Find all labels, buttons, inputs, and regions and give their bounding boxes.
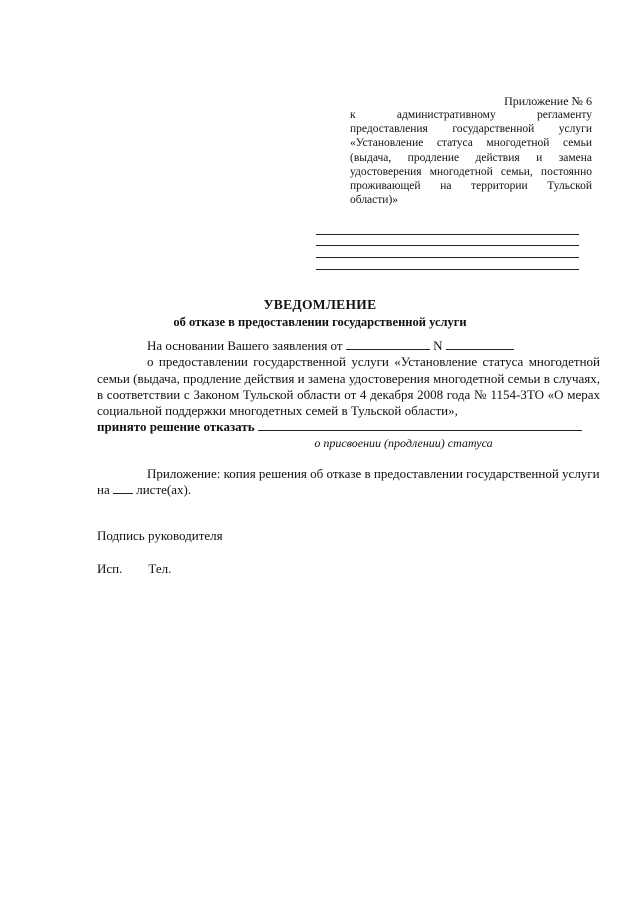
document-subtitle: об отказе в предоставлении государственной услуги — [173, 315, 467, 329]
paragraph-attachment-pages — [97, 482, 600, 498]
addressee-line — [316, 269, 579, 270]
basis-lead: На основании Вашего заявления от — [147, 338, 343, 353]
document-body — [97, 338, 600, 577]
addressee-line — [316, 245, 579, 246]
appendix-text: к административному регламенту предоставления государственной услуги «Установление статуса многодетной семьи (выдача, продление действия и замена удостоверения многодетной семьи, постоянно проживающей на территории Тульской области)» — [350, 109, 592, 207]
attachment-text: Приложение: копия решения об отказе в предоставлении государственной услуги — [147, 465, 600, 481]
paragraph-service: о предоставлении государственной услуги «Установление статуса многодетной семьи (выдача, продление действия и замена удостоверения многодетной семьи в случаях, в соответствии с Законом Тульской области от 4 декабря 2008 года № 1154-ЗТО «О мерах социальной поддержки многодетных семей в Тульской области», — [97, 354, 600, 419]
application-date-blank — [346, 349, 430, 350]
addressee-line — [316, 234, 579, 235]
attachment-suffix: листе(ах). — [136, 482, 192, 498]
addressee-line — [316, 257, 579, 258]
document-title: УВЕДОМЛЕНИЕ — [263, 297, 377, 312]
decision-blank — [258, 430, 582, 431]
paragraph-decision — [97, 419, 600, 435]
paragraph-basis — [97, 338, 600, 354]
phone-label: Тел. — [148, 560, 172, 576]
appendix-title: Приложение № 6 — [504, 94, 592, 108]
attachment-prefix: на — [97, 482, 110, 498]
signature-line: Подпись руководителя — [97, 528, 223, 544]
decision-label: принято решение отказать — [97, 419, 255, 435]
executor-line — [97, 561, 600, 577]
decision-hint: о присвоении (продлении) статуса — [314, 435, 493, 450]
paragraph-attachment — [97, 466, 600, 482]
pages-blank — [113, 493, 133, 494]
number-label: N — [433, 338, 443, 353]
application-number-blank — [446, 349, 514, 350]
executor-label: Исп. — [97, 560, 123, 576]
